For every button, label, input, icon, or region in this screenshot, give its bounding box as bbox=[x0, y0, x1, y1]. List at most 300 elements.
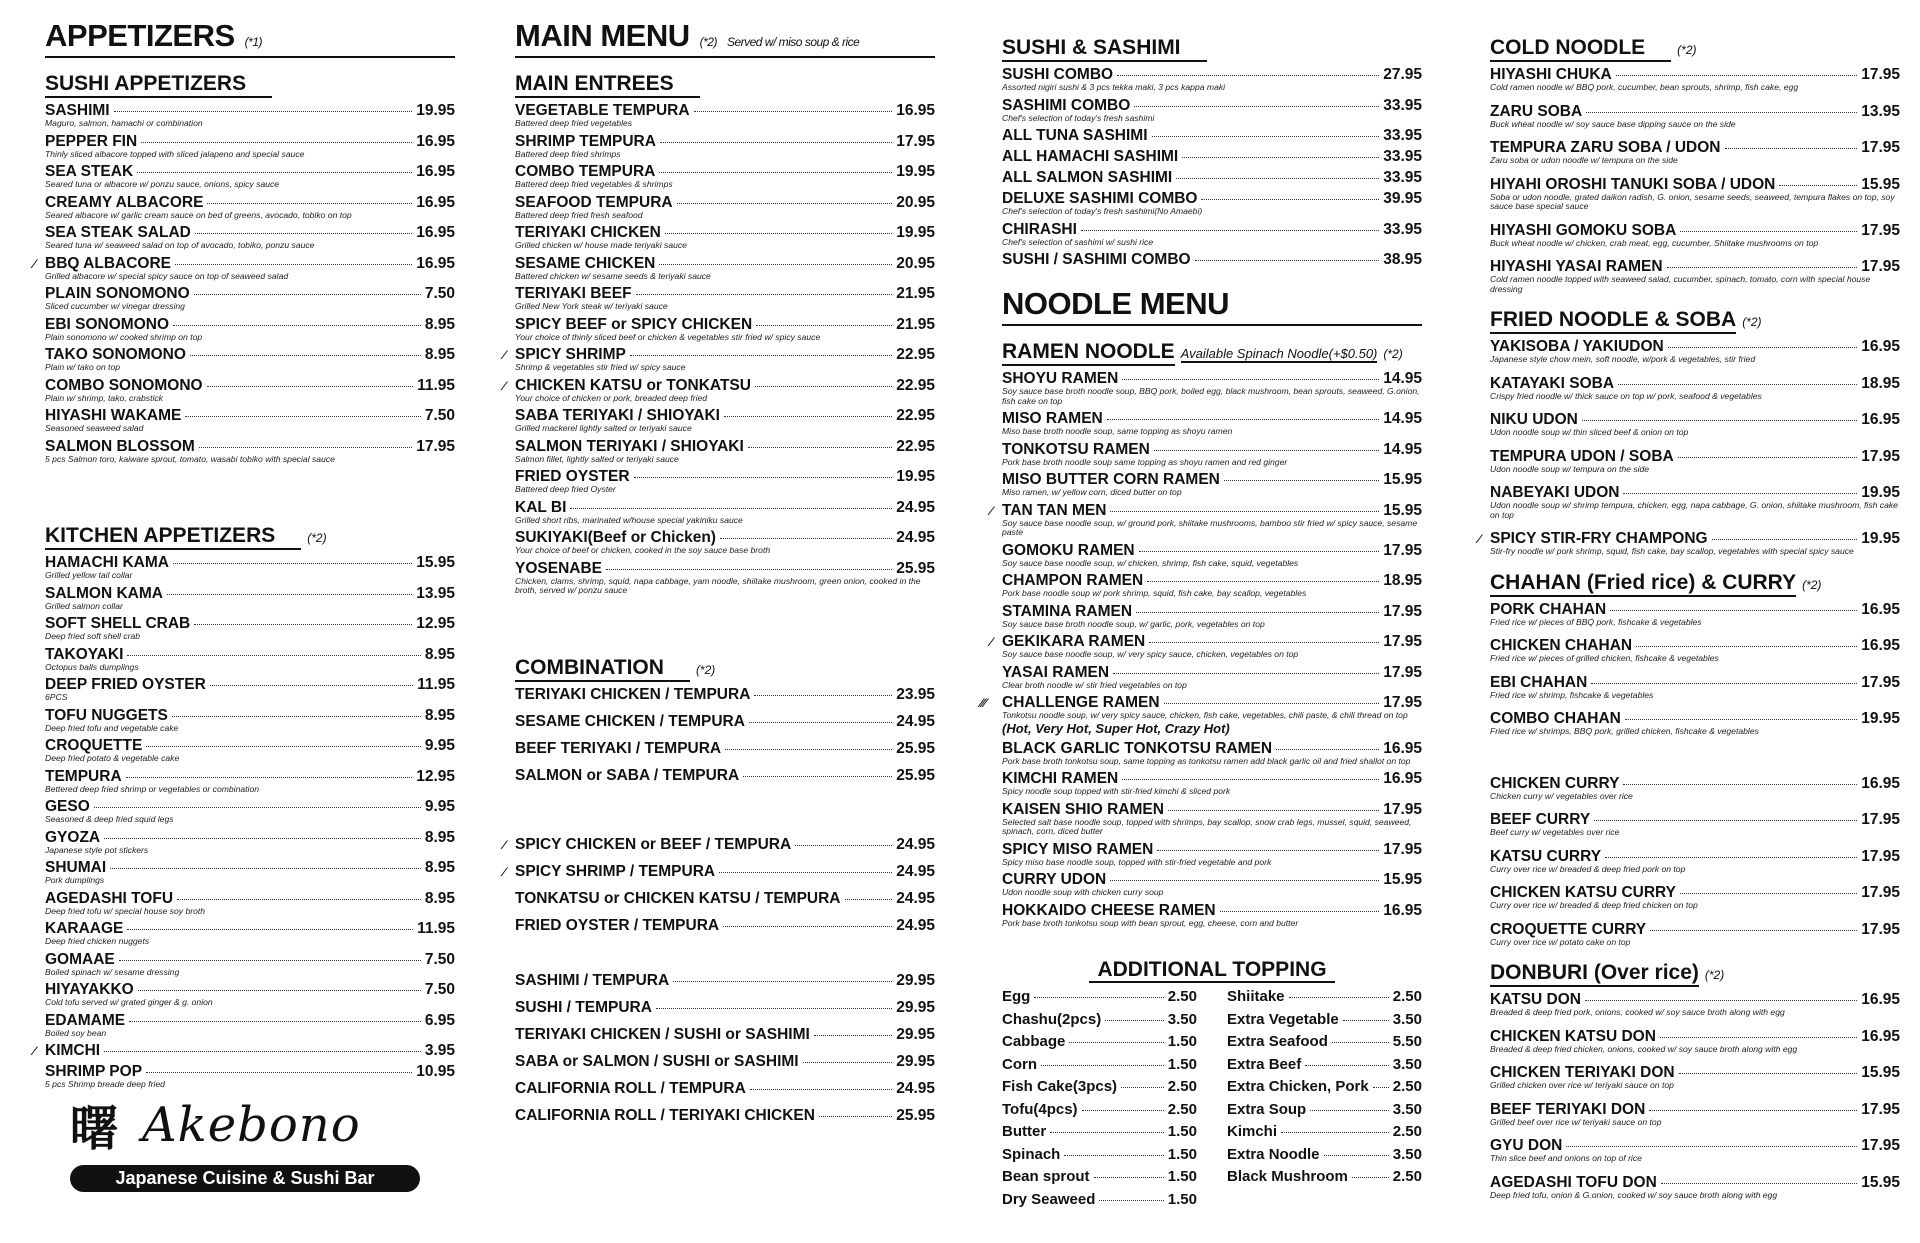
subsection-title: COLD NOODLE bbox=[1490, 36, 1671, 62]
leader-dots bbox=[137, 172, 412, 173]
item-price: 19.95 bbox=[896, 163, 935, 180]
item-price: 17.95 bbox=[1861, 66, 1900, 83]
menu-item bbox=[1490, 884, 1900, 911]
menu-item bbox=[45, 585, 455, 612]
menu-item bbox=[33, 254, 455, 282]
item-name: YOSENABE bbox=[515, 559, 602, 577]
item-description: Pork dumplings bbox=[45, 875, 105, 885]
item-name: HOKKAIDO CHEESE RAMEN bbox=[1002, 901, 1216, 919]
leader-dots bbox=[1117, 75, 1379, 76]
menu-item bbox=[1002, 441, 1422, 468]
item-name: PEPPER FIN bbox=[45, 132, 138, 150]
leader-dots bbox=[1276, 749, 1379, 750]
leader-dots bbox=[1281, 1132, 1389, 1133]
item-name: MISO RAMEN bbox=[1002, 410, 1103, 427]
menu-item bbox=[45, 707, 455, 734]
item-price: 1.50 bbox=[1167, 1145, 1197, 1163]
item-description: Buck wheat noodle w/ soy sauce base dipping sauce on the side bbox=[1490, 118, 1736, 129]
fried-noodle-header bbox=[1490, 308, 1900, 334]
item-name: AGEDASHI TOFU bbox=[45, 889, 174, 907]
menu-item bbox=[515, 163, 935, 190]
leader-dots bbox=[1667, 267, 1858, 268]
item-price: 24.95 bbox=[896, 1079, 935, 1097]
leader-dots bbox=[1182, 157, 1379, 158]
item-name: COMBO SONOMONO bbox=[45, 376, 203, 394]
menu-item bbox=[45, 829, 455, 856]
item-name: SEA STEAK SALAD bbox=[45, 224, 191, 241]
item-name: ZARU SOBA bbox=[1490, 102, 1583, 120]
item-description: Spicy noodle soup topped with stir-fried kimchi & sliced pork bbox=[1002, 786, 1231, 796]
item-name: SALMON BLOSSOM bbox=[45, 437, 195, 455]
leader-dots bbox=[1616, 75, 1857, 76]
leader-dots bbox=[1201, 199, 1379, 200]
item-description: Zaru soba or udon noodle w/ tempura on the side bbox=[1490, 155, 1678, 165]
spicy-pepper-icon: ⁄ bbox=[33, 1044, 36, 1058]
item-price: 19.95 bbox=[416, 102, 455, 119]
item-price: 29.95 bbox=[896, 998, 935, 1016]
item-price: 24.95 bbox=[896, 916, 935, 934]
item-name: Extra Beef bbox=[1227, 1055, 1302, 1073]
menu-item bbox=[45, 798, 455, 825]
item-price: 7.50 bbox=[424, 981, 455, 998]
item-name: NIKU UDON bbox=[1490, 411, 1578, 428]
item-price: 16.95 bbox=[1861, 774, 1900, 792]
leader-dots bbox=[207, 203, 412, 204]
leader-dots bbox=[1618, 384, 1857, 385]
leader-dots bbox=[173, 563, 412, 564]
item-price: 17.95 bbox=[1861, 1137, 1900, 1154]
item-name: FRIED OYSTER / TEMPURA bbox=[515, 916, 720, 934]
leader-dots bbox=[795, 845, 892, 846]
item-name: GESO bbox=[45, 798, 90, 815]
combination-header bbox=[515, 656, 935, 682]
item-name: KAL BI bbox=[515, 498, 567, 516]
item-name: YASAI RAMEN bbox=[1002, 663, 1110, 681]
item-name: SUKIYAKI(Beef or Chicken) bbox=[515, 529, 716, 546]
item-name: SHUMAI bbox=[45, 859, 107, 876]
menu-item bbox=[45, 224, 455, 251]
item-description: Seared tuna w/ seaweed salad on top of avocado, tobiko, ponzu sauce bbox=[45, 240, 315, 250]
item-description: Plain sonomono w/ cooked shrimp on top bbox=[45, 331, 203, 342]
menu-item bbox=[515, 499, 935, 526]
item-price: 15.95 bbox=[1861, 175, 1900, 193]
item-description: Clear broth noodle w/ stir fried vegetables on top bbox=[1002, 679, 1187, 690]
item-price: 17.95 bbox=[1383, 541, 1422, 559]
item-description: Battered deep fried fresh seafood bbox=[515, 209, 643, 220]
leader-dots bbox=[127, 655, 420, 656]
leader-dots bbox=[167, 594, 412, 595]
item-price: 8.95 bbox=[424, 346, 455, 363]
leader-dots bbox=[750, 1089, 892, 1090]
item-price: 9.95 bbox=[424, 798, 455, 815]
menu-item bbox=[45, 676, 455, 703]
item-description: 5 pcs Salmon toro, kaiware sprout, tomato, wasabi tobiko with special sauce bbox=[45, 453, 335, 464]
leader-dots bbox=[194, 624, 412, 625]
item-description: Grilled mackerel lightly salted or teriyaki sauce bbox=[515, 423, 692, 433]
item-price: 17.95 bbox=[1861, 811, 1900, 828]
leader-dots bbox=[1107, 419, 1379, 420]
menu-item bbox=[45, 951, 455, 978]
menu-item bbox=[990, 501, 1422, 538]
leader-dots bbox=[659, 264, 892, 265]
leader-dots bbox=[1680, 231, 1857, 232]
leader-dots bbox=[210, 685, 413, 686]
item-price: 29.95 bbox=[896, 971, 935, 989]
item-price: 14.95 bbox=[1383, 440, 1422, 458]
item-description: Crispy fried noodle w/ thick sauce on top w/ pork, seafood & vegetables bbox=[1490, 390, 1762, 401]
item-name: KATSU CURRY bbox=[1490, 847, 1602, 865]
item-description: Cold ramen noodle topped with seaweed salad, cucumber, spinach, tomato, corn with special house dressing bbox=[1490, 274, 1871, 294]
item-name: SESAME CHICKEN bbox=[515, 254, 656, 272]
donburi-header bbox=[1490, 961, 1900, 987]
leader-dots bbox=[1310, 1110, 1389, 1111]
item-name: Spinach bbox=[1002, 1145, 1061, 1163]
section-title: NOODLE MENU bbox=[1002, 286, 1229, 321]
item-price: 16.95 bbox=[416, 132, 455, 150]
main-menu-header bbox=[515, 18, 935, 58]
appetizers-header bbox=[45, 18, 455, 58]
cold-noodle-header bbox=[1490, 36, 1900, 62]
item-price: 15.95 bbox=[416, 554, 455, 571]
leader-dots bbox=[1149, 642, 1379, 643]
menu-item bbox=[515, 133, 935, 160]
menu-item bbox=[1227, 1168, 1422, 1185]
item-price: 33.95 bbox=[1383, 220, 1422, 238]
menu-item bbox=[45, 133, 455, 160]
item-price: 9.95 bbox=[424, 737, 455, 754]
item-price: 24.95 bbox=[896, 529, 935, 546]
item-price: 17.95 bbox=[1861, 221, 1900, 239]
leader-dots bbox=[1660, 1037, 1857, 1038]
item-price: 16.95 bbox=[1861, 1027, 1900, 1045]
subsection-title: SUSHI APPETIZERS bbox=[45, 72, 272, 98]
item-description: Seared albacore w/ garlic cream sauce on bed of greens, avocado, tobiko on top bbox=[45, 209, 352, 220]
item-description: Thinly sliced albacore topped with sliced jalapeno and special sauce bbox=[45, 148, 305, 159]
item-name: SUSHI / SASHIMI COMBO bbox=[1002, 251, 1191, 268]
leader-dots bbox=[1176, 178, 1379, 179]
sushi-sashimi-list bbox=[1002, 66, 1422, 268]
menu-item bbox=[1227, 988, 1422, 1005]
item-name: HIYASHI WAKAME bbox=[45, 407, 182, 424]
leader-dots bbox=[175, 264, 412, 265]
spicy-pepper-icon: ⁄ bbox=[503, 378, 506, 393]
menu-item bbox=[1002, 410, 1422, 437]
item-price: 17.95 bbox=[1383, 633, 1422, 650]
item-description: Buck wheat noodle w/ chicken, crab meat, egg, cucumber, Shiitake mushrooms on top bbox=[1490, 237, 1819, 248]
item-description: Cold tofu served w/ grated ginger & g. onion bbox=[45, 997, 213, 1007]
leader-dots bbox=[1680, 893, 1857, 894]
item-name: ALL HAMACHI SASHIMI bbox=[1002, 148, 1179, 165]
leader-dots bbox=[630, 355, 892, 356]
leader-dots bbox=[723, 926, 892, 927]
item-price: 16.95 bbox=[1861, 637, 1900, 654]
spicy-pepper-icon: ⁄ bbox=[1478, 532, 1481, 546]
menu-item bbox=[1002, 97, 1422, 124]
item-name: PORK CHAHAN bbox=[1490, 600, 1607, 618]
item-name: TEMPURA ZARU SOBA / UDON bbox=[1490, 139, 1721, 156]
leader-dots bbox=[1305, 1065, 1389, 1066]
item-description: Pork base broth tonkotsu soup with bean sprout, egg, cheese, corn and butter bbox=[1002, 917, 1299, 928]
leader-dots bbox=[1373, 1087, 1389, 1088]
item-price: 33.95 bbox=[1383, 148, 1422, 165]
leader-dots bbox=[660, 142, 892, 143]
leader-dots bbox=[1064, 1155, 1163, 1156]
item-name: NABEYAKI UDON bbox=[1490, 484, 1620, 501]
leader-dots bbox=[1164, 703, 1380, 704]
item-price: 22.95 bbox=[896, 437, 935, 455]
item-name: SPICY SHRIMP / TEMPURA bbox=[515, 862, 716, 880]
item-name: CHICKEN KATSU CURRY bbox=[1490, 884, 1676, 901]
leader-dots bbox=[1147, 581, 1379, 582]
item-name: SHRIMP TEMPURA bbox=[515, 132, 656, 150]
item-name: CHICKEN CURRY bbox=[1490, 774, 1620, 792]
menu-item bbox=[1002, 221, 1422, 248]
leader-dots bbox=[1668, 347, 1858, 348]
menu-item bbox=[1002, 1101, 1197, 1118]
leader-dots bbox=[190, 355, 421, 356]
item-description: Assorted nigiri sushi & 3 pcs tekka maki, 3 pcs kappa maki bbox=[1002, 82, 1226, 92]
item-price: 24.95 bbox=[896, 712, 935, 730]
menu-item bbox=[1490, 222, 1900, 249]
menu-item bbox=[515, 713, 935, 730]
subsection-title: MAIN ENTREES bbox=[515, 72, 700, 98]
item-description: Deep fried soft shell crab bbox=[45, 631, 141, 641]
menu-item bbox=[45, 377, 455, 404]
leader-dots bbox=[119, 960, 421, 961]
item-name: SPICY MISO RAMEN bbox=[1002, 840, 1154, 858]
menu-item bbox=[515, 529, 935, 556]
item-name: SHRIMP POP bbox=[45, 1063, 143, 1080]
menu-item bbox=[1002, 370, 1422, 406]
item-description: Udon noodle soup with chicken curry soup bbox=[1002, 887, 1164, 897]
item-price: 24.95 bbox=[896, 835, 935, 853]
leader-dots bbox=[1041, 1065, 1164, 1066]
item-price: 29.95 bbox=[896, 1052, 935, 1070]
leader-dots bbox=[1725, 148, 1858, 149]
menu-item bbox=[1227, 1078, 1422, 1095]
kitchen-appetizers-list bbox=[33, 554, 455, 1090]
menu-item bbox=[515, 999, 935, 1016]
leader-dots bbox=[1585, 1000, 1857, 1001]
menu-item bbox=[1490, 176, 1900, 212]
leader-dots bbox=[1625, 719, 1857, 720]
subsection-note: (*2) bbox=[1704, 968, 1725, 982]
item-price: 15.95 bbox=[1383, 471, 1422, 488]
item-price: 20.95 bbox=[896, 254, 935, 272]
item-price: 13.95 bbox=[416, 584, 455, 602]
ramen-list bbox=[980, 370, 1422, 928]
menu-item bbox=[1490, 139, 1900, 166]
menu-item bbox=[1490, 484, 1900, 520]
item-price: 11.95 bbox=[417, 376, 455, 394]
menu-item bbox=[1490, 1028, 1900, 1055]
leader-dots bbox=[194, 294, 421, 295]
item-name: Dry Seaweed bbox=[1002, 1190, 1096, 1208]
leader-dots bbox=[1069, 1042, 1163, 1043]
item-description: Battered deep fried Oyster bbox=[515, 484, 616, 494]
subsection-title: SUSHI & SASHIMI bbox=[1002, 36, 1207, 62]
leader-dots bbox=[1050, 1132, 1164, 1133]
menu-item bbox=[1490, 411, 1900, 438]
item-price: 18.95 bbox=[1861, 374, 1900, 392]
leader-dots bbox=[172, 716, 421, 717]
item-name: DELUXE SASHIMI COMBO bbox=[1002, 190, 1198, 207]
item-name: CHICKEN KATSU or TONKATSU bbox=[515, 376, 751, 394]
item-name: TERIYAKI CHICKEN / TEMPURA bbox=[515, 685, 751, 703]
menu-item bbox=[1002, 169, 1422, 186]
item-description: Spicy miso base noodle soup, topped with stir-fried vegetable and pork bbox=[1002, 856, 1272, 867]
item-description: Curry over rice w/ potato cake on top bbox=[1490, 936, 1631, 947]
leader-dots bbox=[725, 749, 892, 750]
item-description: Udon noodle soup w/ shrimp tempura, chicken, egg, napa cabbage, G. onion, shiitake mushroom, fish cake on top bbox=[1490, 500, 1898, 520]
subsection-note: (*2) bbox=[1742, 315, 1762, 329]
menu-item bbox=[1490, 1174, 1900, 1201]
item-name: Butter bbox=[1002, 1123, 1047, 1140]
item-name: AGEDASHI TOFU DON bbox=[1490, 1173, 1657, 1191]
leader-dots bbox=[659, 172, 892, 173]
item-price: 16.95 bbox=[1383, 901, 1422, 919]
item-name: Shiitake bbox=[1227, 988, 1285, 1005]
menu-item bbox=[45, 438, 455, 465]
menu-item bbox=[515, 438, 935, 465]
item-price: 16.95 bbox=[1861, 991, 1900, 1008]
item-description: Deep fried tofu w/ special house soy broth bbox=[45, 905, 206, 916]
topping-list-left bbox=[1002, 988, 1197, 1213]
leader-dots bbox=[110, 868, 421, 869]
menu-item bbox=[1002, 1056, 1197, 1073]
section-note: (*1) bbox=[244, 35, 262, 49]
menu-item bbox=[45, 194, 455, 221]
menu-item bbox=[503, 835, 935, 853]
item-description: Boiled spinach w/ sesame dressing bbox=[45, 966, 180, 977]
item-price: 13.95 bbox=[1861, 102, 1900, 120]
item-price: 22.95 bbox=[896, 376, 935, 394]
leader-dots bbox=[114, 111, 413, 112]
menu-item bbox=[1002, 1011, 1197, 1028]
topping-list-right bbox=[1227, 988, 1422, 1213]
leader-dots bbox=[1623, 493, 1857, 494]
item-description: Chef's selection of today's fresh sashimi(No Amaebi) bbox=[1002, 206, 1203, 216]
subsection-note: (*2) bbox=[1677, 43, 1697, 57]
menu-item bbox=[45, 554, 455, 581]
menu-item bbox=[1002, 251, 1422, 268]
item-description: Chef's selection of sashimi w/ sushi rice bbox=[1002, 236, 1154, 247]
item-description: Chef's selection of today's fresh sashimi bbox=[1002, 112, 1155, 123]
item-name: Extra Vegetable bbox=[1227, 1010, 1339, 1028]
leader-dots bbox=[185, 416, 420, 417]
item-price: 18.95 bbox=[1383, 572, 1422, 589]
item-name: SABA TERIYAKI / SHIOYAKI bbox=[515, 407, 720, 424]
leader-dots bbox=[104, 1051, 421, 1052]
item-price: 38.95 bbox=[1383, 251, 1422, 268]
spicy-pepper-icon: ⁄ bbox=[503, 837, 506, 852]
menu-item bbox=[45, 859, 455, 886]
item-description: Fried rice w/ pieces of BBQ pork, fishcake & vegetables bbox=[1490, 616, 1702, 627]
leader-dots bbox=[207, 386, 413, 387]
menu-item bbox=[1490, 1101, 1900, 1128]
item-name: MISO BUTTER CORN RAMEN bbox=[1002, 471, 1220, 488]
item-name: CHIRASHI bbox=[1002, 220, 1077, 238]
subsection-title: DONBURI (Over rice) bbox=[1490, 961, 1699, 987]
item-description: Breaded & deep fried pork, onions, cooked w/ soy sauce broth along with egg bbox=[1490, 1007, 1785, 1017]
item-description: Battered deep fried vegetables bbox=[515, 118, 633, 128]
item-description: Grilled yellow tail collar bbox=[45, 570, 133, 580]
leader-dots bbox=[1081, 230, 1379, 231]
item-price: 16.95 bbox=[1861, 600, 1900, 618]
item-description: Stir-fry noodle w/ pork shrimp, squid, fish cake, bay scallop, vegetables with special spicy sauce bbox=[1490, 546, 1854, 556]
restaurant-logo bbox=[70, 1090, 430, 1192]
item-name: TOFU NUGGETS bbox=[45, 706, 168, 724]
item-price: 1.50 bbox=[1167, 1123, 1197, 1140]
item-name: BBQ ALBACORE bbox=[45, 254, 172, 272]
menu-item bbox=[515, 407, 935, 434]
item-name: SABA or SALMON / SUSHI or SASHIMI bbox=[515, 1052, 799, 1070]
item-description: Octopus balls dumplings bbox=[45, 661, 139, 672]
item-description: Curry over rice w/ breaded & deep fried chicken on top bbox=[1490, 900, 1698, 910]
menu-item bbox=[515, 686, 935, 703]
menu-item bbox=[515, 285, 935, 312]
item-description: Chicken curry w/ vegetables over rice bbox=[1490, 790, 1633, 801]
subsection-note: (*2) bbox=[1383, 347, 1403, 361]
item-price: 16.95 bbox=[1383, 770, 1422, 787]
item-description: 6PCS bbox=[45, 692, 68, 702]
menu-item bbox=[515, 740, 935, 757]
leader-dots bbox=[141, 142, 412, 143]
item-price: 17.95 bbox=[896, 132, 935, 150]
menu-item bbox=[45, 102, 455, 129]
item-description: Miso ramen, w/ yellow corn, diced butter on top bbox=[1002, 487, 1182, 497]
item-name: BLACK GARLIC TONKOTSU RAMEN bbox=[1002, 739, 1273, 757]
leader-dots bbox=[1649, 1110, 1857, 1111]
menu-item bbox=[45, 890, 455, 917]
leader-dots bbox=[199, 447, 412, 448]
menu-item bbox=[1490, 811, 1900, 838]
item-description: Cold ramen noodle w/ BBQ pork, cucumber, bean sprouts, shrimp, fish cake, egg bbox=[1490, 82, 1799, 92]
leader-dots bbox=[754, 695, 892, 696]
menu-item bbox=[1002, 471, 1422, 498]
leader-dots bbox=[1324, 1155, 1389, 1156]
menu-item bbox=[515, 560, 935, 596]
item-name: COMBO TEMPURA bbox=[515, 163, 656, 180]
item-description: Tonkotsu noodle soup, w/ very spicy sauce, chicken, fish cake, vegetables, chili paste, & chili thread on top bbox=[1002, 710, 1408, 720]
sushi-sashimi-header bbox=[1002, 36, 1422, 62]
leader-dots bbox=[1586, 112, 1857, 113]
item-price: 8.95 bbox=[424, 315, 455, 333]
leader-dots bbox=[1122, 379, 1379, 380]
item-price: 15.95 bbox=[1861, 1064, 1900, 1081]
leader-dots bbox=[1605, 857, 1857, 858]
leader-dots bbox=[743, 776, 892, 777]
subsection-note: (*2) bbox=[307, 531, 327, 545]
item-price: 2.50 bbox=[1392, 1078, 1422, 1095]
item-description: Thin slice beef and onions on top of rice bbox=[1490, 1153, 1642, 1163]
item-name: TAN TAN MEN bbox=[1002, 501, 1107, 519]
menu-item bbox=[515, 1053, 935, 1070]
item-name: Egg bbox=[1002, 988, 1031, 1005]
menu-item bbox=[515, 972, 935, 989]
item-price: 24.95 bbox=[896, 862, 935, 880]
item-description: Boiled soy bean bbox=[45, 1027, 107, 1038]
spicy-pepper-icon: ⁄ bbox=[33, 256, 36, 271]
item-price: 17.95 bbox=[1383, 800, 1422, 818]
item-name: GOMAAE bbox=[45, 950, 115, 968]
leader-dots bbox=[1034, 997, 1163, 998]
menu-item bbox=[1002, 148, 1422, 165]
leader-dots bbox=[677, 203, 893, 204]
menu-item bbox=[980, 694, 1422, 736]
column-appetizers bbox=[33, 18, 455, 1094]
item-name: Black Mushroom bbox=[1227, 1168, 1348, 1185]
